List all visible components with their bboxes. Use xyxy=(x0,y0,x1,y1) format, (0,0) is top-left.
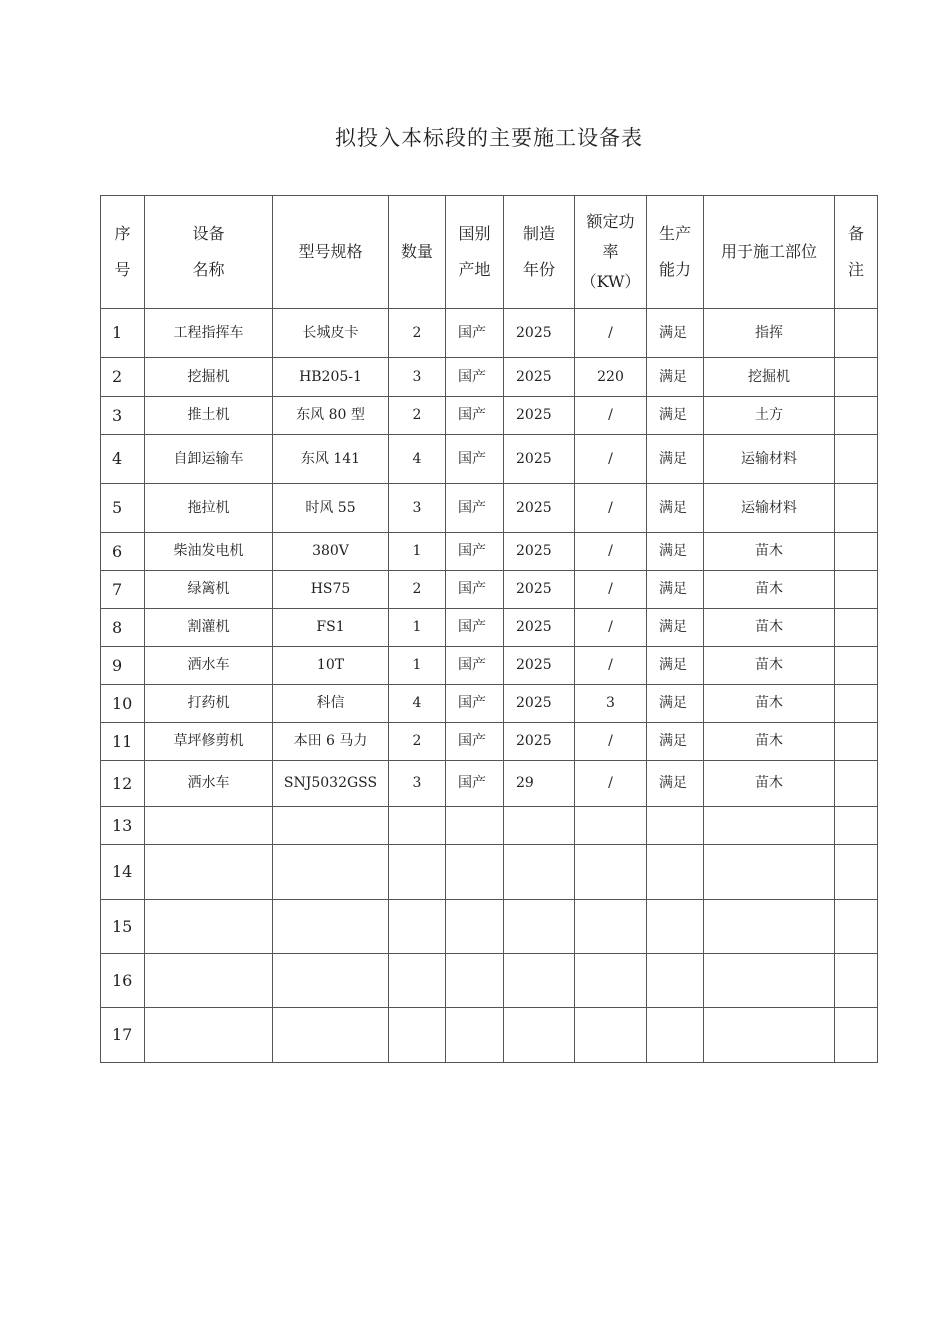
cell-capacity: 满足 xyxy=(647,609,704,647)
cell-qty xyxy=(389,807,446,845)
cell-no: 17 xyxy=(101,1008,145,1063)
cell-no: 10 xyxy=(101,685,145,723)
cell-qty: 2 xyxy=(389,723,446,761)
cell-usage: 苗木 xyxy=(704,609,835,647)
cell-name: 推土机 xyxy=(145,397,273,435)
cell-qty: 3 xyxy=(389,761,446,807)
cell-origin xyxy=(446,900,504,954)
cell-usage: 挖掘机 xyxy=(704,358,835,397)
cell-origin xyxy=(446,845,504,900)
cell-no: 2 xyxy=(101,358,145,397)
cell-qty xyxy=(389,1008,446,1063)
cell-model: HB205-1 xyxy=(273,358,389,397)
table-row xyxy=(101,807,878,845)
cell-capacity xyxy=(647,807,704,845)
cell-name xyxy=(145,1008,273,1063)
cell-capacity xyxy=(647,954,704,1008)
cell-qty: 2 xyxy=(389,309,446,358)
cell-capacity: 满足 xyxy=(647,723,704,761)
cell-note xyxy=(835,723,878,761)
cell-power: / xyxy=(575,609,647,647)
cell-power xyxy=(575,1008,647,1063)
cell-origin: 国产 xyxy=(446,484,504,533)
table-row xyxy=(101,845,878,900)
cell-origin: 国产 xyxy=(446,647,504,685)
cell-origin: 国产 xyxy=(446,397,504,435)
cell-note xyxy=(835,309,878,358)
cell-qty: 3 xyxy=(389,358,446,397)
cell-usage xyxy=(704,807,835,845)
equipment-table xyxy=(100,195,878,1063)
cell-power xyxy=(575,900,647,954)
cell-name: 自卸运输车 xyxy=(145,435,273,484)
cell-usage: 土方 xyxy=(704,397,835,435)
cell-model: FS1 xyxy=(273,609,389,647)
cell-model xyxy=(273,1008,389,1063)
cell-model xyxy=(273,954,389,1008)
cell-name: 割灌机 xyxy=(145,609,273,647)
cell-note xyxy=(835,807,878,845)
cell-power xyxy=(575,807,647,845)
cell-no: 7 xyxy=(101,571,145,609)
cell-name xyxy=(145,845,273,900)
cell-capacity xyxy=(647,1008,704,1063)
cell-capacity: 满足 xyxy=(647,685,704,723)
cell-usage xyxy=(704,954,835,1008)
cell-power: 3 xyxy=(575,685,647,723)
cell-usage: 苗木 xyxy=(704,685,835,723)
cell-no: 13 xyxy=(101,807,145,845)
cell-name: 打药机 xyxy=(145,685,273,723)
header-cell-usage: 用于施工部位 xyxy=(704,196,835,309)
cell-year: 2025 xyxy=(504,358,575,397)
cell-origin: 国产 xyxy=(446,309,504,358)
cell-no: 14 xyxy=(101,845,145,900)
cell-model xyxy=(273,900,389,954)
table-row xyxy=(101,533,878,571)
cell-qty: 1 xyxy=(389,647,446,685)
cell-capacity: 满足 xyxy=(647,761,704,807)
cell-note xyxy=(835,900,878,954)
cell-origin: 国产 xyxy=(446,358,504,397)
cell-note xyxy=(835,647,878,685)
cell-usage: 苗木 xyxy=(704,533,835,571)
cell-origin: 国产 xyxy=(446,435,504,484)
cell-qty: 2 xyxy=(389,397,446,435)
table-row xyxy=(101,900,878,954)
cell-note xyxy=(835,571,878,609)
cell-no: 5 xyxy=(101,484,145,533)
cell-qty: 4 xyxy=(389,685,446,723)
cell-capacity xyxy=(647,845,704,900)
cell-name: 洒水车 xyxy=(145,647,273,685)
cell-qty xyxy=(389,900,446,954)
cell-qty xyxy=(389,845,446,900)
cell-power: 220 xyxy=(575,358,647,397)
cell-origin: 国产 xyxy=(446,571,504,609)
header-cell-model: 型号规格 xyxy=(273,196,389,309)
cell-model: 东风 80 型 xyxy=(273,397,389,435)
cell-power: / xyxy=(575,397,647,435)
cell-note xyxy=(835,484,878,533)
table-row xyxy=(101,571,878,609)
cell-model: 10T xyxy=(273,647,389,685)
cell-model xyxy=(273,845,389,900)
cell-name xyxy=(145,954,273,1008)
cell-qty: 1 xyxy=(389,533,446,571)
cell-origin: 国产 xyxy=(446,533,504,571)
header-cell-origin: 国别 产地 xyxy=(446,196,504,309)
cell-model: SNJ5032GSS xyxy=(273,761,389,807)
cell-origin: 国产 xyxy=(446,761,504,807)
cell-model: 长城皮卡 xyxy=(273,309,389,358)
cell-note xyxy=(835,1008,878,1063)
cell-qty: 4 xyxy=(389,435,446,484)
table-body xyxy=(101,309,878,1063)
page-title: 拟投入本标段的主要施工设备表 xyxy=(335,126,643,150)
table-row xyxy=(101,647,878,685)
cell-no: 12 xyxy=(101,761,145,807)
cell-year: 2025 xyxy=(504,435,575,484)
cell-year: 2025 xyxy=(504,533,575,571)
table-row xyxy=(101,397,878,435)
cell-no: 6 xyxy=(101,533,145,571)
cell-year: 2025 xyxy=(504,484,575,533)
cell-name: 挖掘机 xyxy=(145,358,273,397)
cell-name: 洒水车 xyxy=(145,761,273,807)
cell-year: 2025 xyxy=(504,309,575,358)
header-cell-power: 额定功 率 （KW） xyxy=(575,196,647,309)
cell-qty xyxy=(389,954,446,1008)
cell-usage xyxy=(704,900,835,954)
cell-usage: 苗木 xyxy=(704,723,835,761)
cell-note xyxy=(835,609,878,647)
cell-usage xyxy=(704,1008,835,1063)
cell-usage: 苗木 xyxy=(704,761,835,807)
cell-no: 1 xyxy=(101,309,145,358)
table-row xyxy=(101,435,878,484)
cell-origin: 国产 xyxy=(446,609,504,647)
cell-note xyxy=(835,397,878,435)
table-header-row xyxy=(101,196,878,309)
cell-usage: 苗木 xyxy=(704,571,835,609)
cell-capacity: 满足 xyxy=(647,571,704,609)
cell-year xyxy=(504,807,575,845)
cell-no: 16 xyxy=(101,954,145,1008)
cell-origin: 国产 xyxy=(446,723,504,761)
cell-origin: 国产 xyxy=(446,685,504,723)
cell-year: 29 xyxy=(504,761,575,807)
cell-year xyxy=(504,845,575,900)
cell-usage xyxy=(704,845,835,900)
cell-power: / xyxy=(575,309,647,358)
cell-no: 11 xyxy=(101,723,145,761)
cell-year xyxy=(504,900,575,954)
cell-power xyxy=(575,954,647,1008)
cell-note xyxy=(835,845,878,900)
table-row xyxy=(101,358,878,397)
cell-name: 柴油发电机 xyxy=(145,533,273,571)
cell-name: 工程指挥车 xyxy=(145,309,273,358)
cell-name: 草坪修剪机 xyxy=(145,723,273,761)
cell-usage: 运输材料 xyxy=(704,484,835,533)
cell-year xyxy=(504,1008,575,1063)
cell-note xyxy=(835,954,878,1008)
header-cell-qty: 数量 xyxy=(389,196,446,309)
cell-capacity: 满足 xyxy=(647,309,704,358)
cell-name: 绿篱机 xyxy=(145,571,273,609)
cell-year: 2025 xyxy=(504,397,575,435)
cell-capacity: 满足 xyxy=(647,484,704,533)
cell-name xyxy=(145,807,273,845)
cell-origin xyxy=(446,954,504,1008)
header-cell-no: 序 号 xyxy=(101,196,145,309)
cell-year: 2025 xyxy=(504,685,575,723)
cell-model: 本田 6 马力 xyxy=(273,723,389,761)
table-row xyxy=(101,1008,878,1063)
cell-year: 2025 xyxy=(504,647,575,685)
cell-capacity: 满足 xyxy=(647,533,704,571)
cell-usage: 苗木 xyxy=(704,647,835,685)
cell-power xyxy=(575,845,647,900)
cell-origin xyxy=(446,1008,504,1063)
cell-capacity: 满足 xyxy=(647,397,704,435)
cell-power: / xyxy=(575,533,647,571)
header-cell-capacity: 生产 能力 xyxy=(647,196,704,309)
cell-origin xyxy=(446,807,504,845)
cell-qty: 1 xyxy=(389,609,446,647)
table-row xyxy=(101,309,878,358)
cell-usage: 指挥 xyxy=(704,309,835,358)
table-row xyxy=(101,609,878,647)
cell-year xyxy=(504,954,575,1008)
cell-note xyxy=(835,358,878,397)
cell-model: 时风 55 xyxy=(273,484,389,533)
cell-qty: 3 xyxy=(389,484,446,533)
cell-power: / xyxy=(575,571,647,609)
cell-year: 2025 xyxy=(504,723,575,761)
cell-no: 15 xyxy=(101,900,145,954)
cell-year: 2025 xyxy=(504,609,575,647)
cell-power: / xyxy=(575,647,647,685)
cell-capacity: 满足 xyxy=(647,358,704,397)
cell-note xyxy=(835,761,878,807)
cell-model: 380V xyxy=(273,533,389,571)
header-cell-year: 制造 年份 xyxy=(504,196,575,309)
cell-capacity: 满足 xyxy=(647,647,704,685)
cell-model: 东风 141 xyxy=(273,435,389,484)
cell-note xyxy=(835,435,878,484)
cell-power: / xyxy=(575,723,647,761)
cell-no: 8 xyxy=(101,609,145,647)
cell-year: 2025 xyxy=(504,571,575,609)
cell-model: HS75 xyxy=(273,571,389,609)
cell-note xyxy=(835,685,878,723)
cell-qty: 2 xyxy=(389,571,446,609)
cell-no: 9 xyxy=(101,647,145,685)
cell-capacity: 满足 xyxy=(647,435,704,484)
cell-power: / xyxy=(575,761,647,807)
table-row xyxy=(101,685,878,723)
header-cell-note: 备 注 xyxy=(835,196,878,309)
cell-model xyxy=(273,807,389,845)
table-row xyxy=(101,954,878,1008)
header-cell-name: 设备 名称 xyxy=(145,196,273,309)
cell-name xyxy=(145,900,273,954)
cell-no: 4 xyxy=(101,435,145,484)
table-row xyxy=(101,484,878,533)
cell-power: / xyxy=(575,484,647,533)
cell-capacity xyxy=(647,900,704,954)
cell-note xyxy=(835,533,878,571)
table-row xyxy=(101,723,878,761)
cell-power: / xyxy=(575,435,647,484)
cell-usage: 运输材料 xyxy=(704,435,835,484)
cell-model: 科信 xyxy=(273,685,389,723)
cell-name: 拖拉机 xyxy=(145,484,273,533)
cell-no: 3 xyxy=(101,397,145,435)
table-row xyxy=(101,761,878,807)
